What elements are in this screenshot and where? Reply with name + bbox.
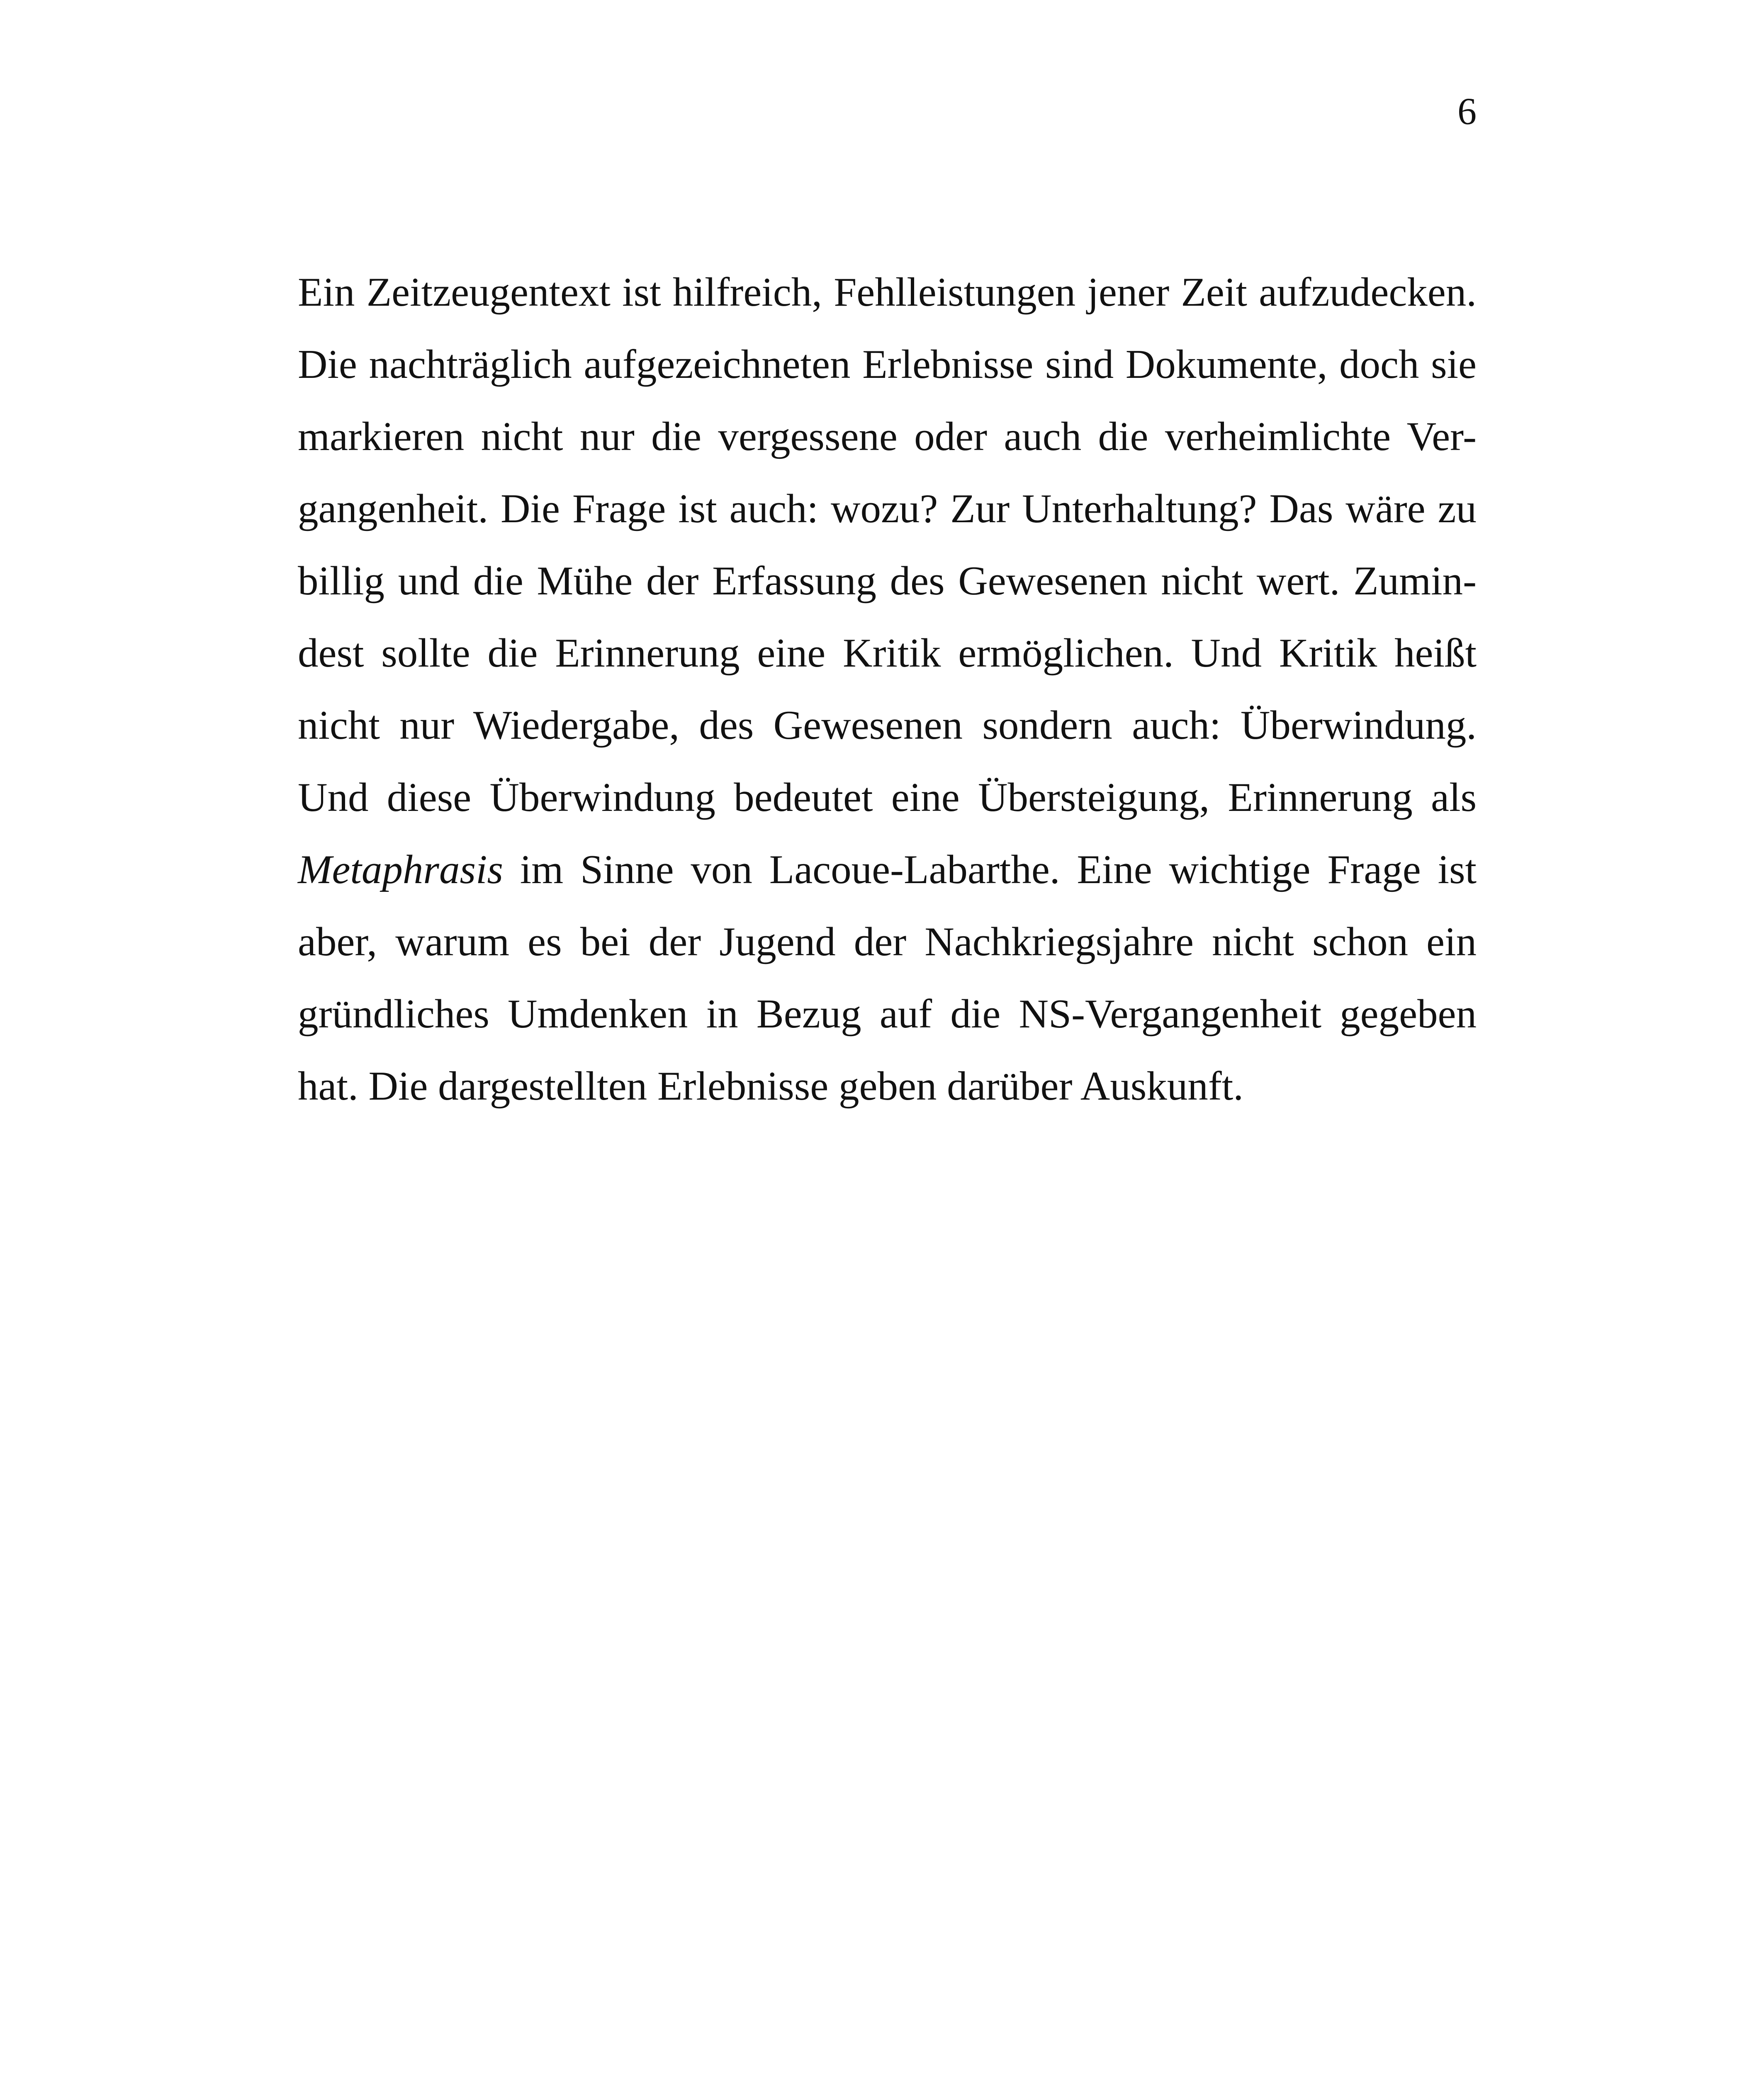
text-line-last: hat. Die dargestellten Erlebnisse geben darüber Auskunft. xyxy=(298,1064,1243,1109)
text-line-with-italic xyxy=(298,834,1477,906)
text-line: Ein Zeitzeugentext ist hilfreich, Fehlleistungen jener Zeit aufzudecken. xyxy=(298,270,1477,315)
text-line: gangenheit. Die Frage ist auch: wozu? Zur Unterhaltung? Das wäre zu xyxy=(298,486,1477,531)
text-line: Die nachträglich aufgezeichneten Erlebnisse sind Dokumente, doch sie xyxy=(298,342,1477,387)
body-paragraph xyxy=(298,256,1477,1122)
page-number: 6 xyxy=(1457,90,1477,132)
text-line: gründliches Umdenken in Bezug auf die NS-Vergangenheit gegeben xyxy=(298,991,1477,1037)
text-line: Und diese Überwindung bedeutet eine Übersteigung, Erinnerung als xyxy=(298,775,1477,820)
text-line: billig und die Mühe der Erfassung des Gewesenen nicht wert. Zumin- xyxy=(298,558,1477,604)
text-line: nicht nur Wiedergabe, des Gewesenen sondern auch: Überwindung. xyxy=(298,703,1477,748)
text-line: aber, warum es bei der Jugend der Nachkriegsjahre nicht schon ein xyxy=(298,919,1477,964)
italic-term: Metaphrasis xyxy=(298,847,503,892)
text-line-rest: im Sinne von Lacoue-Labarthe. Eine wichtige Frage ist xyxy=(503,847,1477,892)
text-line: dest sollte die Erinnerung eine Kritik ermöglichen. Und Kritik heißt xyxy=(298,630,1477,676)
text-line: markieren nicht nur die vergessene oder auch die verheimlichte Ver- xyxy=(298,414,1477,459)
